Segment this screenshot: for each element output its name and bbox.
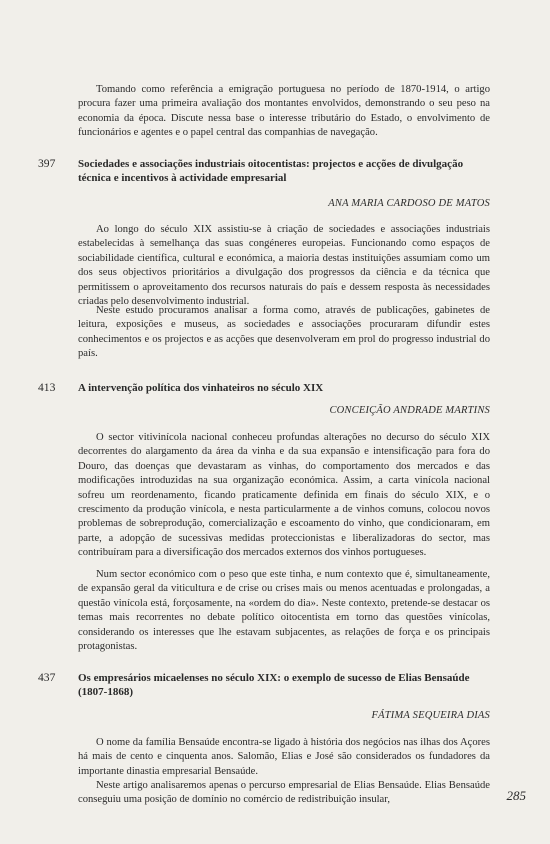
entry-number: 397 [38,157,56,170]
paragraph-text: Neste estudo procuramos analisar a forma como, através de publicações, gabinetes de leitura, exposições e museus, as sociedades e associações procuraram difundir estes conhecimentos e os projectos e as acções que desenvolveram em prol do progresso industrial do país. [78,305,490,360]
paragraph-text: O sector vitivinícola nacional conheceu profundas alterações no decurso do século XIX decorrentes do alargamento da área da vinha e da sua expansão e intensificação para fora do Douro, das doenças que devastaram as vinhas, do comportamento dos mercados e das modificações introduzidas na sua organização económica. Assim, a carta vinícola nacional sofreu um reordenamento, ficando praticamente definida em finais do século XIX, e o crescimento da produção vinícola, e nesta particularmente a de vinhos comuns, colocou novos problemas de sobreprodução, comercialização e escoamento do vinho, que condicionaram, em parte, a adopção de sucessivas medidas proteccionistas e liberalizadoras do sector, mas contribuíram para a diversificação dos mercados externos dos vinhos portugueses. [78,432,490,559]
entry-paragraph [78,779,490,808]
entry-number: 413 [38,381,56,394]
entry-paragraph [78,431,490,561]
entry-title: Os empresários micaelenses no século XIX: o exemplo de sucesso de Elias Bensaúde (1807-1868) [78,672,470,698]
entry-title: Sociedades e associações industriais oitocentistas: projectos e acções de divulgação técnica e incentivos à actividade empresarial [78,158,464,184]
entry-number: 437 [38,671,56,684]
entry-paragraph [78,223,490,309]
intro-paragraph [78,83,490,141]
paragraph-text: O nome da família Bensaúde encontra-se ligado à história dos negócios nas ilhas dos Açores há mais de cento e cinquenta anos. Salomão, Elias e José são considerados os fundadores da importante dinastia empresarial Bensaúde. [78,737,490,777]
page-number: 285 [506,788,526,803]
paragraph-text: Num sector económico com o peso que este tinha, e num contexto que é, simultaneamente, de expansão geral da viticultura e de crise ou crises mais ou menos acentuadas e prolongadas, a questão vinícola está, forçosamente, na «ordem do dia». Neste contexto, pretende-se destacar os temas mais recorrentes no debate político oitocentista em torno das questões vinícolas, considerando os interesses que lhe estavam subjacentes, as relações de força e os principais protagonistas. [78,569,490,653]
entry-author: FÁTIMA SEQUEIRA DIAS [371,710,490,721]
paragraph-text: Ao longo do século XIX assistiu-se à criação de sociedades e associações industriais estabelecidas à semelhança das suas congéneres europeias. Funcionando como espaços de sociabilidade científica, cultural e económica, a maioria destas instituições assumiam como um dos seus objectivos prioritários a divulgação dos progressos da ciência e da técnica que permitissem o aproveitamento dos recursos naturais do país e dessem resposta às necessidades criadas pelo desenvolvimento industrial. [78,224,490,308]
entry-author: CONCEIÇÃO ANDRADE MARTINS [329,405,490,416]
entry-author: ANA MARIA CARDOSO DE MATOS [328,198,490,209]
entry-title: A intervenção política dos vinhateiros no século XIX [78,382,324,394]
entry-paragraph [78,736,490,779]
entry-paragraph [78,568,490,654]
intro-text: Tomando como referência a emigração portuguesa no período de 1870-1914, o artigo procura fazer uma primeira avaliação dos montantes envolvidos, demonstrando o seu peso na economia da época. Discute nessa base o interesse tributário do Estado, o envolvimento de funcionários e agentes e o papel central das companhias de navegação. [78,84,490,139]
paragraph-text: Neste artigo analisaremos apenas o percurso empresarial de Elias Bensaúde. Elias Bensaúde conseguiu uma posição de domínio no comércio de redistribuição insular, [78,780,490,806]
entry-paragraph [78,304,490,362]
